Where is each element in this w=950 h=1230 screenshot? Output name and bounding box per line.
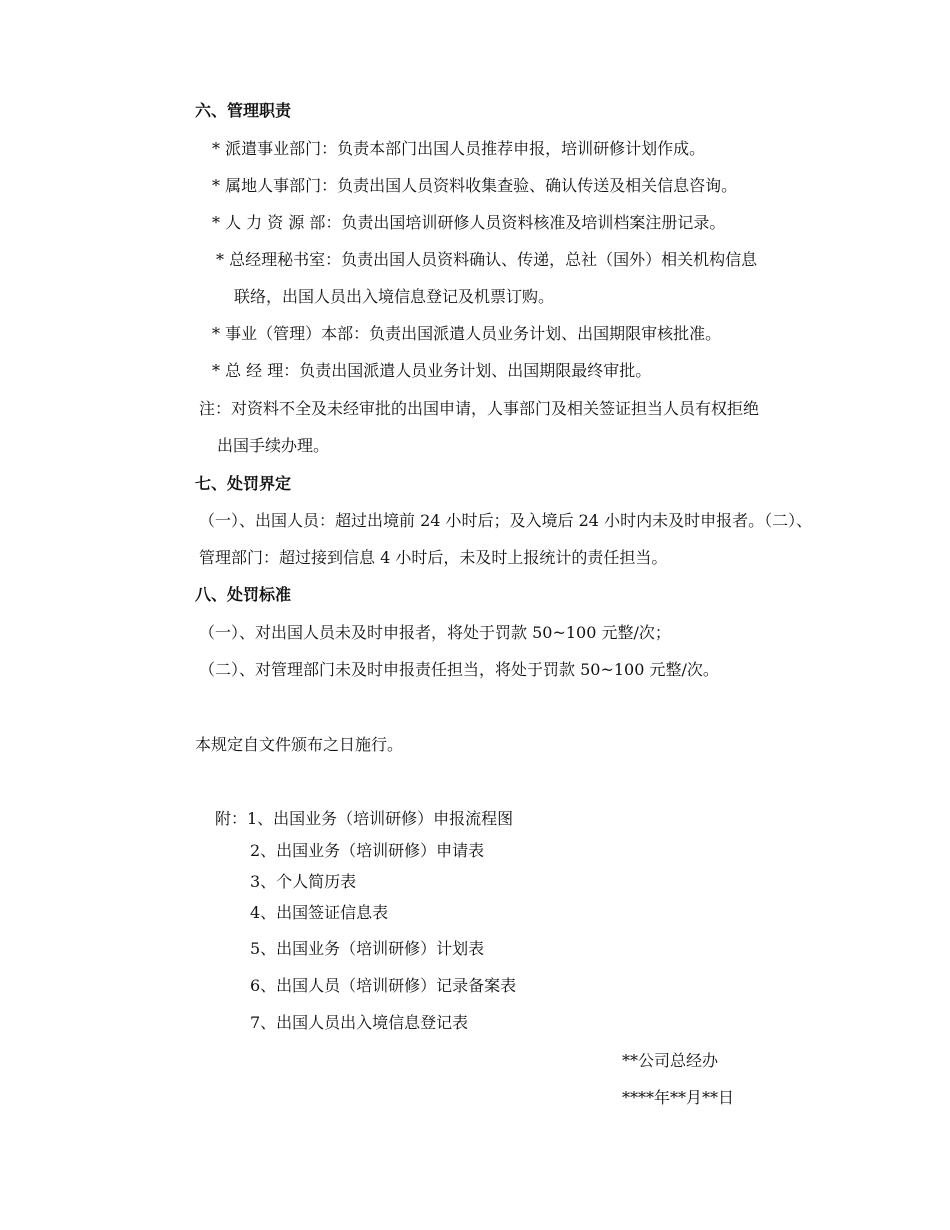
attachment-item: 5、出国业务（培训研修）计划表 — [250, 939, 485, 958]
attachment-item: 7、出国人员出入境信息登记表 — [250, 1013, 469, 1032]
attachment-item: 2、出国业务（培训研修）申请表 — [250, 841, 485, 860]
section-heading-7: 七、处罚界定 — [195, 474, 292, 493]
effective-statement: 本规定自文件颁布之日施行。 — [195, 735, 404, 754]
attachment-item: 4、出国签证信息表 — [250, 903, 389, 922]
penalty-scope-line-1: （一）、出国人员：超过出境前 24 小时后；及入境后 24 小时内未及时申报者。（二）、 — [199, 511, 813, 530]
duty-line-general-manager: * 总 经 理：负责出国派遣人员业务计划、出国期限最终审批。 — [212, 361, 652, 380]
duty-line-gm-secretary-cont: 联络，出国人员出入境信息登记及机票订购。 — [234, 287, 555, 306]
duty-line-gm-secretary: * 总经理秘书室：负责出国人员资料确认、传递，总社（国外）相关机构信息 — [216, 250, 758, 269]
duty-line-business-hq: * 事业（管理）本部：负责出国派遣人员业务计划、出国期限审核批准。 — [212, 324, 722, 343]
note-line: 注：对资料不全及未经审批的出国申请，人事部门及相关签证担当人员有权拒绝 — [199, 399, 760, 418]
penalty-standard-line-2: （二）、对管理部门未及时申报责任担当，将处于罚款 50~100 元整/次。 — [199, 660, 719, 679]
penalty-standard-line-1: （一）、对出国人员未及时申报者，将处于罚款 50~100 元整/次； — [199, 623, 671, 642]
duty-line-dispatch-dept: * 派遣事业部门：负责本部门出国人员推荐申报，培训研修计划作成。 — [212, 139, 706, 158]
duty-line-hr-dept: * 人 力 资 源 部：负责出国培训研修人员资料核准及培训档案注册记录。 — [212, 213, 726, 232]
attachment-item: 6、出国人员（培训研修）记录备案表 — [250, 976, 517, 995]
signature-date: ****年**月**日 — [622, 1088, 735, 1107]
section-heading-8: 八、处罚标准 — [195, 585, 292, 604]
penalty-scope-line-2: 管理部门：超过接到信息 4 小时后，未及时上报统计的责任担当。 — [199, 548, 668, 567]
section-heading-6: 六、管理职责 — [195, 101, 292, 120]
signature-issuer: **公司总经办 — [622, 1051, 719, 1070]
duty-line-local-hr: * 属地人事部门：负责出国人员资料收集查验、确认传送及相关信息咨询。 — [212, 176, 738, 195]
attachment-item: 附：1、出国业务（培训研修）申报流程图 — [215, 809, 514, 828]
attachment-item: 3、个人简历表 — [250, 872, 357, 891]
note-line-cont: 出国手续办理。 — [217, 436, 330, 455]
